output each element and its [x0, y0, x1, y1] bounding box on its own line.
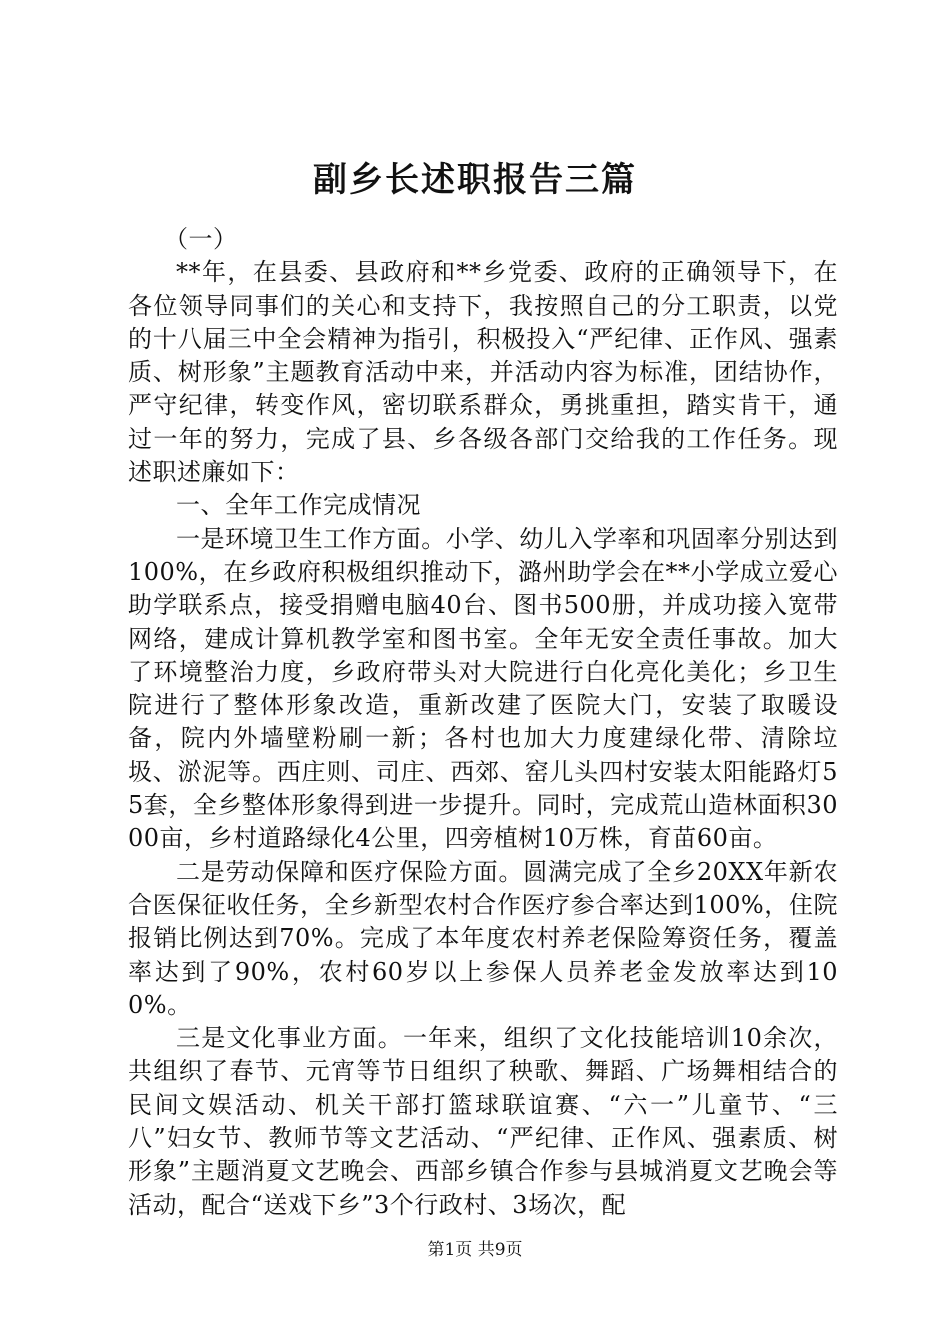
page-number: 第1页	[427, 1240, 473, 1260]
paragraph-culture: 三是文化事业方面。一年来，组织了文化技能培训10余次，共组织了春节、元宵等节日组织了秧歌、舞蹈、广场舞相结合的民间文娱活动、机关干部打篮球联谊赛、“六一”儿童节、“三八”妇女节、教师节等文艺活动、“严纪律、正作风、强素质、树形象”主题消夏文艺晚会、西部乡镇合作参与县城消夏文艺晚会等活动，配合“送戏下乡”3个行政村、3场次，配	[128, 1024, 838, 1219]
section-number: （一）	[164, 225, 238, 253]
paragraph-labor-insurance: 二是劳动保障和医疗保险方面。圆满完成了全乡20XX年新农合医保征收任务，全乡新型农村合作医疗参合率达到100%，住院报销比例达到70%。完成了本年度农村养老保险筹资任务，覆盖率达到了90%，农村60岁以上参保人员养老金发放率达到100%。	[128, 857, 838, 1019]
section-heading: 一、全年工作完成情况	[176, 491, 421, 520]
page-total: 共9页	[477, 1240, 523, 1260]
document-body	[128, 223, 838, 1222]
paragraph-environment: 一是环境卫生工作方面。小学、幼儿入学率和巩固率分别达到100%，在乡政府积极组织推动下，潞州助学会在**小学成立爱心助学联系点，接受捐赠电脑40台、图书500册，并成功接入宽带网络，建成计算机教学室和图书室。全年无安全责任事故。加大了环境整治力度，乡政府带头对大院进行白化亮化美化；乡卫生院进行了整体形象改造，重新改建了医院大门，安装了取暖设备，院内外墙壁粉刷一新；各村也加大力度建绿化带、清除垃圾、淤泥等。西庄则、司庄、西郊、窑儿头四村安装太阳能路灯55套，全乡整体形象得到进一步提升。同时，完成荒山造林面积3000亩，乡村道路绿化4公里，四旁植树10万株，育苗60亩。	[128, 524, 838, 853]
page-footer	[0, 1238, 950, 1262]
document-title: 副乡长述职报告三篇	[313, 160, 637, 200]
paragraph-intro: **年，在县委、县政府和**乡党委、政府的正确领导下，在各位领导同事们的关心和支持下，我按照自己的分工职责，以党的十八届三中全会精神为指引，积极投入“严纪律、正作风、强素质、树形象”主题教育活动中来，并活动内容为标准，团结协作，严守纪律，转变作风，密切联系群众，勇挑重担，踏实肯干，通过一年的努力，完成了县、乡各级各部门交给我的工作任务。现述职述廉如下：	[128, 258, 838, 487]
